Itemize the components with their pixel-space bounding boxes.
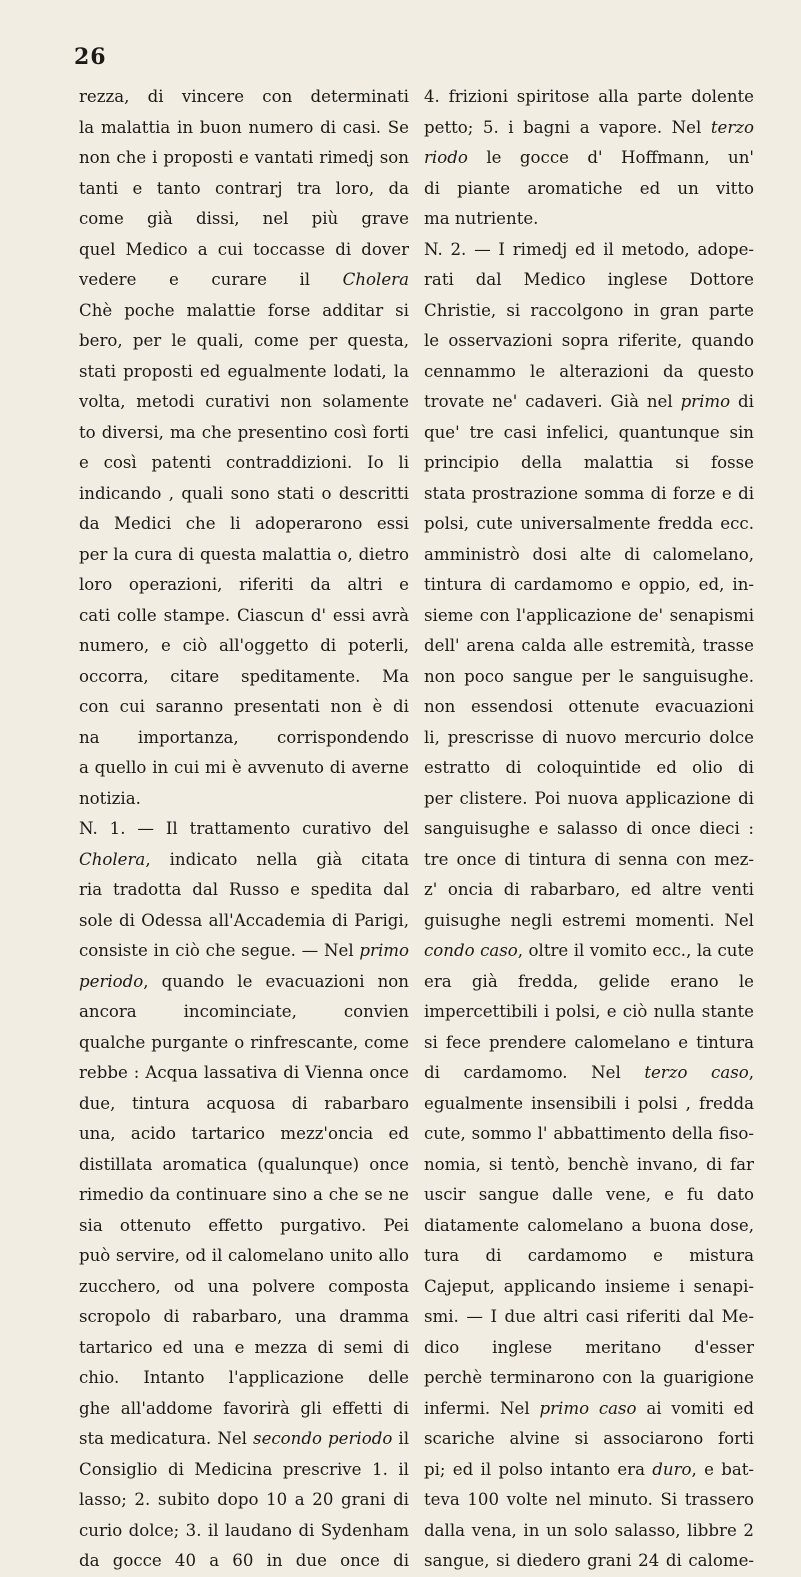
text-line <box>424 692 754 723</box>
text-line <box>424 1150 754 1181</box>
text-line <box>79 235 409 266</box>
text-line <box>79 1455 409 1486</box>
text-line <box>424 631 754 662</box>
text-run: indicando , quali sono stati o descritti <box>79 483 409 503</box>
text-line <box>424 1516 754 1547</box>
text-run: e così patenti contraddizioni. Io li <box>79 453 409 472</box>
text-line <box>424 357 754 388</box>
text-run: smi. — I due altri casi riferiti dal Me- <box>424 1307 754 1326</box>
text-line <box>79 1546 409 1577</box>
text-run: guisughe negli estremi momenti. Nel <box>424 910 754 930</box>
text-line <box>424 1333 754 1364</box>
text-line <box>79 296 409 327</box>
text-line <box>424 418 754 449</box>
text-line <box>79 326 409 357</box>
text-line <box>424 936 754 967</box>
text-run: cennammo le alterazioni da questo <box>424 361 754 381</box>
text-run: 4. frizioni spiritose alla parte dolente <box>424 87 754 106</box>
text-line <box>424 387 754 418</box>
text-line <box>79 601 409 632</box>
text-run: occorra, citare speditamente. Ma <box>79 666 409 686</box>
text-run: di <box>730 392 754 411</box>
text-run: di cardamomo. Nel <box>424 1063 645 1082</box>
text-line <box>424 906 754 937</box>
text-run: dell' arena calda alle estremità, trasse <box>424 636 754 655</box>
text-run: rimedio da continuare sino a che se ne <box>79 1185 409 1204</box>
text-line <box>79 357 409 388</box>
text-line <box>424 204 754 235</box>
text-line <box>79 265 409 296</box>
text-run: come già dissi, nel più grave <box>79 209 409 228</box>
text-line <box>424 326 754 357</box>
text-run: ma nutriente. <box>424 209 539 228</box>
text-line <box>79 1302 409 1333</box>
text-run: ancora incominciate, convien <box>79 1002 409 1021</box>
text-line <box>79 997 409 1028</box>
text-line <box>424 143 754 174</box>
text-run: teva 100 volte nel minuto. Si trassero <box>424 1490 754 1509</box>
text-run: qualche purgante o rinfrescante, come <box>79 1032 409 1052</box>
text-line <box>79 662 409 693</box>
text-line <box>424 113 754 144</box>
text-line <box>424 1363 754 1394</box>
text-line <box>424 509 754 540</box>
text-run: zucchero, od una polvere composta <box>79 1276 409 1296</box>
text-line <box>424 1241 754 1272</box>
text-line <box>79 387 409 418</box>
text-line <box>79 479 409 510</box>
page-number: 26 <box>74 44 107 70</box>
text-run: na importanza, corrispondendo <box>79 727 409 747</box>
text-line <box>424 296 754 327</box>
text-line <box>79 723 409 754</box>
text-line <box>424 1455 754 1486</box>
text-line <box>424 1058 754 1089</box>
text-run: egualmente insensibili i polsi , fredda <box>424 1093 754 1113</box>
text-run: que' tre casi infelici, quantunque sin <box>424 422 754 442</box>
italic-text: Cholera <box>79 849 146 869</box>
text-line <box>79 204 409 235</box>
text-run: rati dal Medico inglese Dottore <box>424 270 754 289</box>
text-run: infermi. Nel <box>424 1398 540 1418</box>
text-line <box>79 936 409 967</box>
text-run: rebbe : Acqua lassativa di Vienna once <box>79 1063 409 1082</box>
text-run: tartarico ed una e mezza di semi di <box>79 1337 409 1357</box>
text-line <box>79 143 409 174</box>
text-run: numero, e ciò all'oggetto di poterli, <box>79 636 409 655</box>
italic-text: primo <box>680 392 731 411</box>
text-run: Cajeput, applicando insieme i senapi- <box>424 1276 754 1296</box>
text-run: cute, sommo l' abbattimento della fiso- <box>424 1124 754 1143</box>
text-line <box>424 845 754 876</box>
text-run: tintura di cardamomo e oppio, ed, in- <box>424 575 754 594</box>
text-run: , oltre il vomito ecc., la cute <box>517 941 754 960</box>
text-run: da Medici che li adoperarono essi <box>79 514 409 533</box>
text-line <box>79 448 409 479</box>
text-line <box>79 631 409 662</box>
text-run: diatamente calomelano a buona dose, <box>424 1215 754 1235</box>
text-run: con cui saranno presentati non è di <box>79 697 409 716</box>
text-line <box>79 418 409 449</box>
text-line <box>79 814 409 845</box>
text-line <box>424 753 754 784</box>
text-line <box>424 1089 754 1120</box>
text-run: chio. Intanto l'applicazione delle <box>79 1368 409 1387</box>
right-column <box>424 82 754 1577</box>
text-line <box>424 967 754 998</box>
text-run: era già fredda, gelide erano le <box>424 971 754 991</box>
text-line <box>424 1028 754 1059</box>
italic-text: primo caso <box>539 1398 637 1418</box>
text-run: per clistere. Poi nuova applicazione di <box>424 788 754 808</box>
text-run: la malattia in buon numero di casi. Se <box>79 117 409 137</box>
text-line <box>424 448 754 479</box>
text-line <box>79 906 409 937</box>
text-line <box>79 1485 409 1516</box>
text-line <box>79 113 409 144</box>
text-run: ghe all'addome favorirà gli effetti di <box>79 1398 409 1418</box>
text-run: lasso; 2. subito dopo 10 a 20 grani di <box>79 1490 409 1509</box>
text-line <box>424 1211 754 1242</box>
text-line <box>424 601 754 632</box>
text-line <box>79 692 409 723</box>
text-run: non che i proposti e vantati rimedj son <box>79 148 409 167</box>
text-line <box>424 82 754 113</box>
italic-text: primo <box>359 941 409 960</box>
text-run: volta, metodi curativi non solamente <box>79 392 409 411</box>
text-run: distillata aromatica (qualunque) once <box>79 1154 409 1174</box>
text-line <box>79 540 409 571</box>
text-line <box>424 1394 754 1425</box>
text-run: le osservazioni sopra riferite, quando <box>424 331 754 350</box>
text-run: tanti e tanto contrarj tra loro, da <box>79 178 409 198</box>
text-run: to diversi, ma che presentino così forti <box>79 422 409 442</box>
text-run: N. 1. — Il trattamento curativo del <box>79 819 409 838</box>
text-run: Christie, si raccolgono in gran parte <box>424 300 754 320</box>
text-run: può servire, od il calomelano unito allo <box>79 1246 409 1265</box>
text-line <box>424 1302 754 1333</box>
text-line <box>424 1546 754 1577</box>
text-line <box>424 1119 754 1150</box>
text-run: non poco sangue per le sanguisughe. <box>424 666 754 686</box>
text-line <box>79 1333 409 1364</box>
text-run: di piante aromatiche ed un vitto <box>424 178 754 198</box>
text-run: nomia, si tentò, benchè invano, di far <box>424 1154 754 1174</box>
text-run: ai vomiti ed <box>646 1398 754 1418</box>
text-run: principio della malattia si fosse <box>424 453 754 472</box>
text-run: N. 2. — I rimedj ed il metodo, adope- <box>424 239 754 259</box>
text-line <box>79 1394 409 1425</box>
text-run: tura di cardamomo e mistura <box>424 1246 754 1265</box>
text-run: il <box>392 1429 409 1448</box>
text-line <box>79 1028 409 1059</box>
text-run: sanguisughe e salasso di once dieci : <box>424 819 754 838</box>
text-line <box>424 1272 754 1303</box>
text-line <box>79 1241 409 1272</box>
text-run: da gocce 40 a 60 in due once di <box>79 1551 409 1570</box>
text-run: polsi, cute universalmente fredda ecc. <box>424 514 754 533</box>
text-line <box>79 784 409 815</box>
text-run: dico inglese meritano d'esser <box>424 1337 754 1357</box>
text-line <box>424 479 754 510</box>
text-line <box>424 875 754 906</box>
text-run: Chè poche malattie forse additar si <box>79 300 409 320</box>
text-run: z' oncia di rabarbaro, ed altre venti <box>424 880 754 899</box>
text-run: sangue, si diedero grani 24 di calome- <box>424 1551 754 1570</box>
text-run: non essendosi ottenute evacuazioni <box>424 697 754 716</box>
left-column <box>79 82 409 1577</box>
text-line <box>79 1516 409 1547</box>
text-run: bero, per le quali, come per questa, <box>79 331 409 350</box>
text-line <box>79 753 409 784</box>
text-run: petto; 5. i bagni a vapore. Nel <box>424 117 711 137</box>
italic-text: terzo caso <box>644 1063 749 1082</box>
text-run: notizia. <box>79 788 141 808</box>
text-line <box>79 1211 409 1242</box>
text-line <box>79 174 409 205</box>
text-line <box>424 784 754 815</box>
text-line <box>79 1089 409 1120</box>
text-line <box>424 1424 754 1455</box>
text-run: loro operazioni, riferiti da altri e <box>79 575 409 594</box>
text-line <box>79 845 409 876</box>
italic-text: Cholera <box>342 270 409 289</box>
text-line <box>424 662 754 693</box>
text-run: a quello in cui mi è avvenuto di averne <box>79 758 409 777</box>
text-run: curio dolce; 3. il laudano di Sydenham <box>79 1520 409 1540</box>
text-run: estratto di coloquintide ed olio di <box>424 758 754 777</box>
text-run: ria tradotta dal Russo e spedita dal <box>79 880 409 899</box>
text-run: sole di Odessa all'Accademia di Parigi, <box>79 910 409 930</box>
text-run: per la cura di questa malattia o, dietro <box>79 544 409 564</box>
text-line <box>424 814 754 845</box>
text-line <box>79 1058 409 1089</box>
text-run: due, tintura acquosa di rabarbaro <box>79 1093 409 1113</box>
text-line <box>79 1424 409 1455</box>
text-line <box>424 723 754 754</box>
text-line <box>79 1272 409 1303</box>
text-run: li, prescrisse di nuovo mercurio dolce <box>424 727 754 747</box>
text-line <box>424 174 754 205</box>
text-run: tre once di tintura di senna con mez- <box>424 849 754 869</box>
italic-text: condo caso <box>424 941 518 960</box>
italic-text: terzo <box>710 117 754 137</box>
italic-text: periodo <box>79 971 144 991</box>
text-run: trovate ne' cadaveri. Già nel <box>424 392 681 411</box>
text-run: , quando le evacuazioni non <box>143 971 409 991</box>
text-run: sieme con l'applicazione de' senapismi <box>424 605 754 625</box>
text-line <box>79 1180 409 1211</box>
text-line <box>424 540 754 571</box>
text-run: quel Medico a cui toccasse di dover <box>79 239 409 259</box>
text-run: scropolo di rabarbaro, una dramma <box>79 1307 409 1326</box>
text-run: stati proposti ed egualmente lodati, la <box>79 361 409 381</box>
text-run: rezza, di vincere con determinati <box>79 87 409 106</box>
text-run: , indicato nella già citata <box>145 849 409 869</box>
text-line <box>79 82 409 113</box>
text-run: uscir sangue dalle vene, e fu dato <box>424 1185 754 1204</box>
italic-text: duro <box>652 1459 692 1479</box>
text-run: una, acido tartarico mezz'oncia ed <box>79 1124 409 1143</box>
text-run: , <box>748 1063 754 1082</box>
text-run: impercettibili i polsi, e ciò nulla stante <box>424 1002 754 1021</box>
text-line <box>424 235 754 266</box>
text-run: , e bat- <box>691 1459 754 1479</box>
text-line <box>424 1180 754 1211</box>
text-run: perchè terminarono con la guarigione <box>424 1368 754 1387</box>
text-run: vedere e curare il <box>79 270 343 289</box>
text-run: scariche alvine si associarono forti <box>424 1429 754 1448</box>
text-line <box>79 570 409 601</box>
text-line <box>79 509 409 540</box>
text-run: pi; ed il polso intanto era <box>424 1459 653 1479</box>
text-line <box>79 875 409 906</box>
text-line <box>424 997 754 1028</box>
text-line <box>424 265 754 296</box>
text-line <box>79 1363 409 1394</box>
text-run: amministrò dosi alte di calomelano, <box>424 544 754 564</box>
text-run: Consiglio di Medicina prescrive 1. il <box>79 1459 409 1479</box>
text-line <box>424 1485 754 1516</box>
text-run: stata prostrazione somma di forze e di <box>424 483 754 503</box>
italic-text: riodo <box>424 148 468 167</box>
text-run: consiste in ciò che segue. — Nel <box>79 941 360 960</box>
italic-text: secondo periodo <box>253 1429 393 1448</box>
text-run: sia ottenuto effetto purgativo. Pei <box>79 1215 409 1235</box>
text-run: sta medicatura. Nel <box>79 1429 254 1448</box>
text-run: dalla vena, in un solo salasso, libbre 2 <box>424 1520 754 1540</box>
text-line <box>79 967 409 998</box>
text-line <box>424 570 754 601</box>
text-line <box>79 1150 409 1181</box>
text-run: cati colle stampe. Ciascun d' essi avrà <box>79 605 409 625</box>
text-run: le gocce d' Hoffmann, un' <box>486 148 754 167</box>
text-line <box>79 1119 409 1150</box>
text-run: si fece prendere calomelano e tintura <box>424 1032 754 1052</box>
